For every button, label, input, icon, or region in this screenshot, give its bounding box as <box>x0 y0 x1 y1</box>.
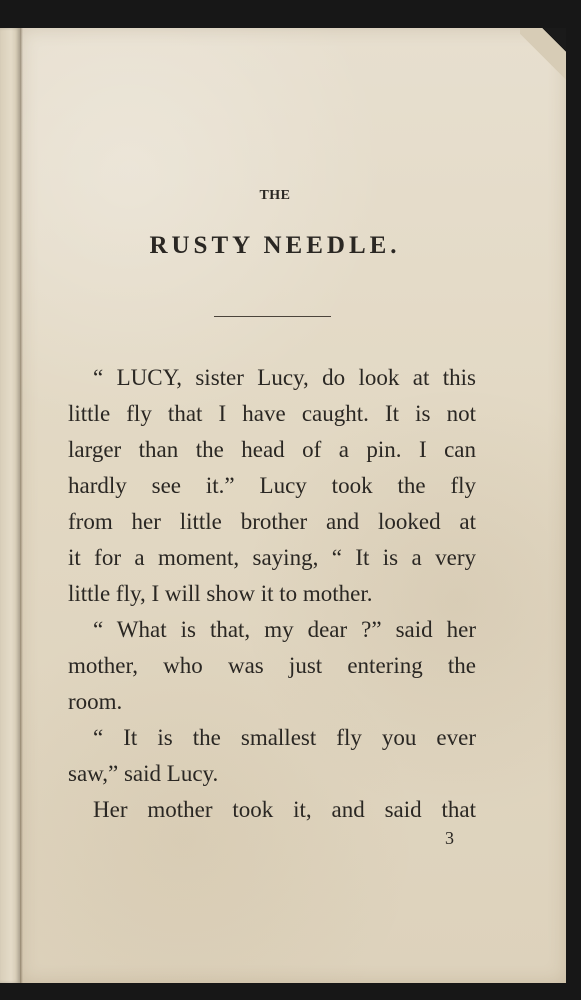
text-line-12: saw,” said Lucy. <box>68 761 219 786</box>
text-line-1: “ LUCY, sister Lucy, do look at this <box>93 365 476 390</box>
heading-divider <box>214 316 331 317</box>
heading-small: THE <box>259 188 291 203</box>
text-line-8: “ What is that, my dear ?” said her <box>93 617 476 642</box>
text-line-6: it for a moment, saying, “ It is a very <box>68 545 476 570</box>
text-line-2: little fly that I have caught. It is not <box>68 401 476 426</box>
body-text <box>68 360 476 828</box>
text-line-11: “ It is the smallest fly you ever <box>93 725 476 750</box>
text-line-3: larger than the head of a pin. I can <box>68 437 476 462</box>
folded-corner <box>520 28 566 82</box>
left-page-edge <box>0 28 20 983</box>
page-number: 3 <box>445 828 454 848</box>
text-line-5: from her little brother and looked at <box>68 509 476 534</box>
book-page <box>20 28 566 983</box>
text-line-4: hardly see it.” Lucy took the fly <box>68 473 476 498</box>
text-line-7: little fly, I will show it to mother. <box>68 581 373 606</box>
text-line-10: room. <box>68 689 123 714</box>
text-line-13: Her mother took it, and said that <box>93 797 476 822</box>
heading-main: RUSTY NEEDLE. <box>149 232 401 259</box>
page-binding-shadow <box>20 28 23 983</box>
text-line-9: mother, who was just entering the <box>68 653 476 678</box>
